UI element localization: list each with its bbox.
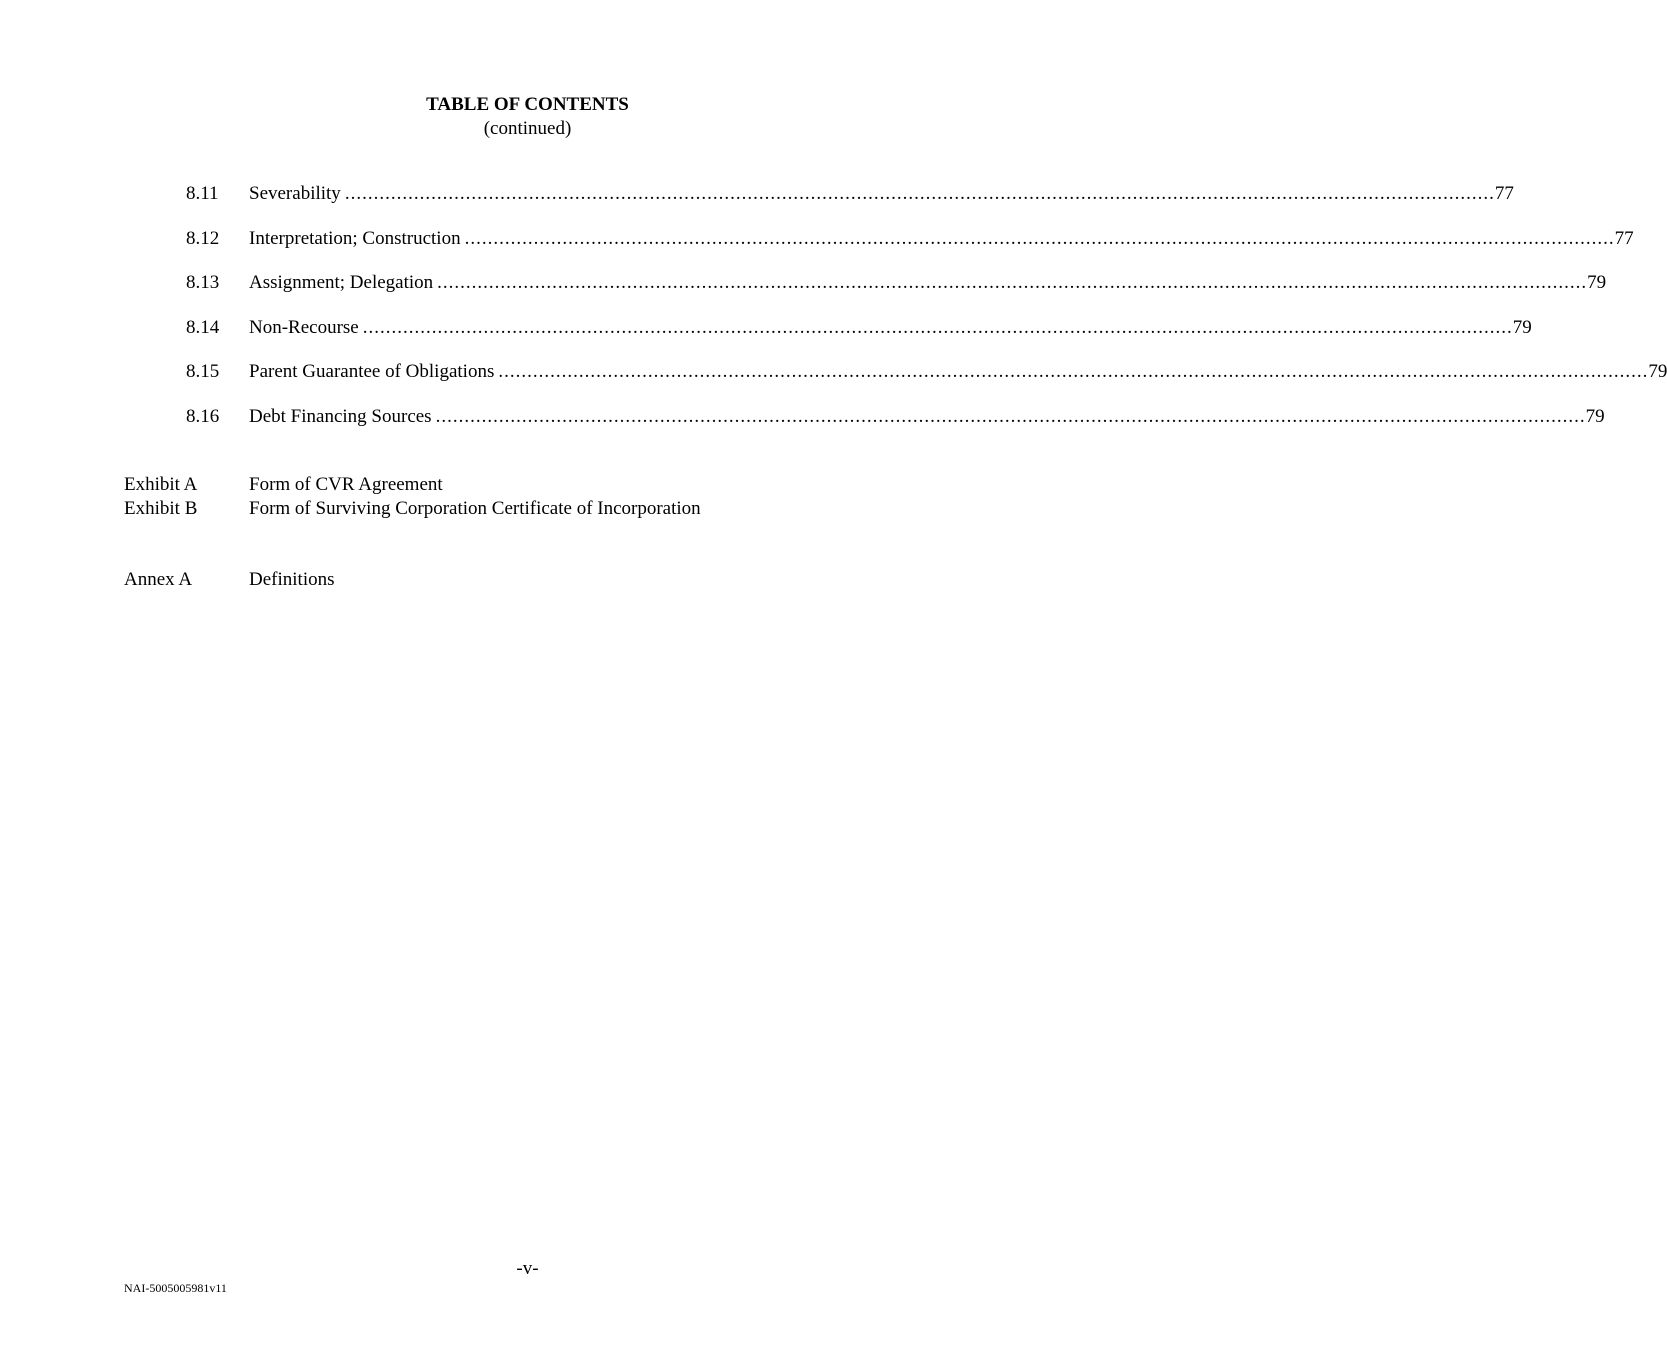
exhibit-title: Form of CVR Agreement — [249, 474, 443, 495]
document-id: NAI-5005005981v11 — [124, 1281, 227, 1295]
exhibit-title: Form of Surviving Corporation Certificate of Incorporation — [249, 498, 701, 519]
toc-page-number: 79 — [1512, 317, 1532, 338]
toc-entry — [0, 182, 1514, 206]
toc-entry — [0, 227, 1634, 251]
page-number: -v- — [516, 1258, 539, 1279]
toc-page-number: 77 — [1614, 228, 1634, 249]
toc-section-number: 8.12 — [186, 228, 220, 249]
toc-section-number: 8.15 — [186, 361, 220, 382]
toc-section-title: Severability — [249, 183, 341, 204]
toc-section-title: Assignment; Delegation — [249, 272, 434, 293]
toc-section-number: 8.16 — [186, 406, 220, 427]
exhibit-label: Exhibit B — [124, 498, 198, 519]
toc-leader-dots: ........................................................................................................................................................................................................ — [437, 272, 1588, 293]
toc-entry — [0, 271, 1607, 295]
toc-section-title: Non-Recourse — [249, 317, 359, 338]
toc-leader-dots: ........................................................................................................................................................................................................ — [435, 406, 1586, 427]
exhibit-label: Exhibit A — [124, 474, 198, 495]
annex-title: Definitions — [249, 569, 335, 590]
toc-leader-dots: ........................................................................................................................................................................................................ — [344, 183, 1495, 204]
annex-label: Annex A — [124, 569, 193, 590]
toc-section-number: 8.13 — [186, 272, 220, 293]
toc-page-number: 79 — [1587, 272, 1607, 293]
toc-entry — [0, 316, 1532, 340]
toc-entry — [0, 405, 1605, 429]
toc-leader-dots: ........................................................................................................................................................................................................ — [464, 228, 1615, 249]
toc-section-title: Interpretation; Construction — [249, 228, 461, 249]
toc-entry — [0, 360, 1667, 384]
toc-page-number: 79 — [1648, 361, 1667, 382]
toc-page-number: 77 — [1494, 183, 1514, 204]
toc-section-title: Parent Guarantee of Obligations — [249, 361, 495, 382]
toc-page-number: 79 — [1585, 406, 1605, 427]
page-subtitle: (continued) — [483, 118, 572, 139]
toc-section-number: 8.11 — [186, 183, 219, 204]
exhibit-item — [0, 497, 1055, 521]
annex-item — [0, 568, 1055, 592]
toc-section-number: 8.14 — [186, 317, 220, 338]
toc-leader-dots: ........................................................................................................................................................................................................ — [362, 317, 1513, 338]
exhibit-item — [0, 473, 1055, 497]
toc-leader-dots: ........................................................................................................................................................................................................ — [498, 361, 1649, 382]
toc-section-title: Debt Financing Sources — [249, 406, 432, 427]
page-title: TABLE OF CONTENTS — [426, 94, 629, 115]
